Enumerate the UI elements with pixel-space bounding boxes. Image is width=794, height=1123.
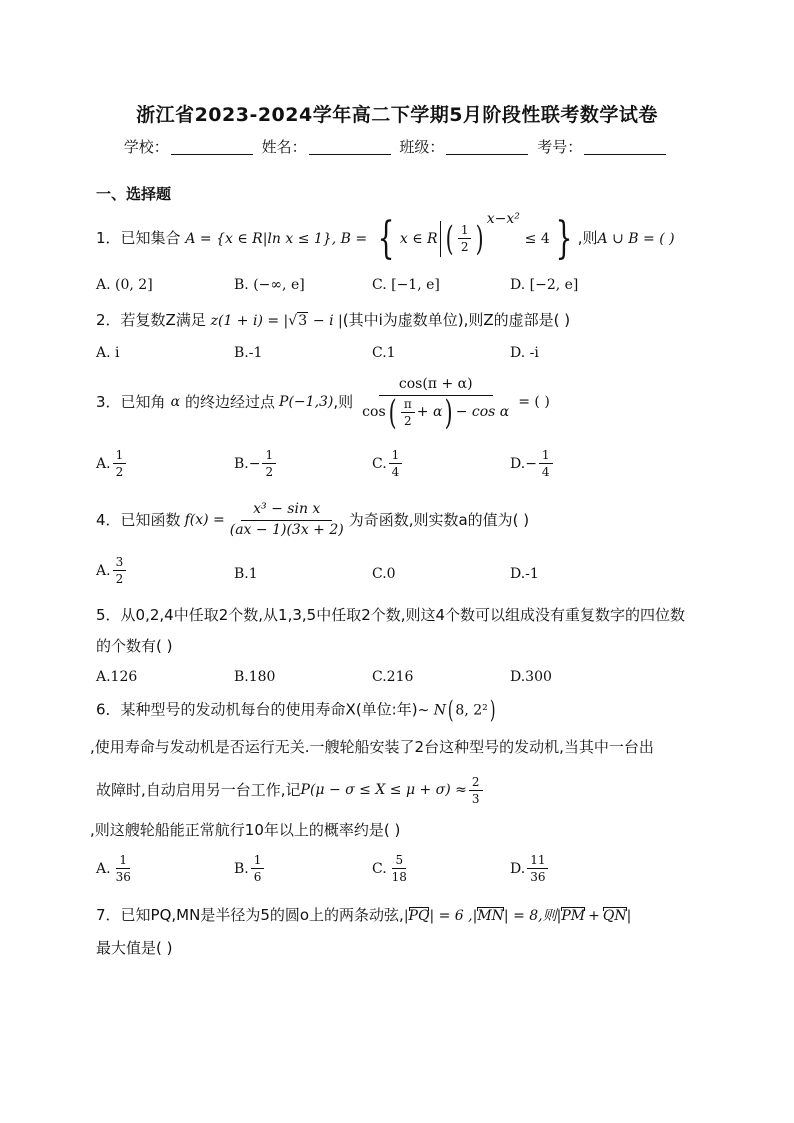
vector-pm: PM: [561, 908, 586, 924]
left-paren: (: [388, 392, 397, 433]
option-label: A.: [96, 562, 111, 579]
question-expression: A ∪ B = ( ): [597, 231, 675, 247]
option-fraction: [262, 448, 276, 479]
q6-option-c[interactable]: [372, 853, 412, 884]
fraction-denominator: 2: [115, 572, 124, 586]
option-fraction: [389, 853, 410, 884]
question-number: 5．: [96, 606, 121, 624]
q6-option-d[interactable]: [510, 853, 550, 884]
q3-option-a[interactable]: [96, 448, 128, 479]
fraction-denominator: 18: [391, 870, 407, 884]
question-text: 从0,2,4中任取2个数,从1,3,5中任取2个数,则这4个数可以组成没有重复数字的四位数: [120, 606, 686, 624]
fraction-denominator: (ax − 1)(3x + 2): [229, 522, 344, 538]
function-name: f(x) =: [184, 512, 225, 528]
option-fraction: [251, 853, 265, 884]
name-blank[interactable]: [309, 138, 391, 155]
number-label: 考号：: [537, 138, 583, 156]
equals-blank: = ( ): [518, 394, 550, 410]
q6-option-b[interactable]: [234, 853, 266, 884]
question-6-line-2: ,使用寿命与发动机是否运行无关.一艘轮船安装了2台这种型号的发动机,当其中一台出: [90, 738, 654, 756]
option-fraction: [113, 853, 134, 884]
fraction-numerator: 5: [392, 853, 406, 869]
q1-option-a[interactable]: A. (0, 2]: [96, 277, 153, 293]
abs-bar: |: [403, 908, 409, 924]
set-b-prefix: , B =: [331, 231, 368, 247]
set-b-inequality: ≤ 4: [524, 231, 550, 247]
question-number: 4．: [96, 510, 121, 529]
option-fraction: [527, 853, 548, 884]
fraction-denominator: 6: [253, 870, 262, 884]
set-divider: [440, 221, 441, 257]
question-6-line-1: [96, 696, 497, 724]
question-number: 1．: [96, 229, 121, 247]
option-label: B.: [234, 860, 249, 877]
question-text: 已知PQ,MN是半径为5的圆o上的两条动弦,: [120, 906, 404, 924]
option-label: C.: [372, 860, 387, 877]
main-fraction: [359, 376, 512, 433]
question-1: [96, 211, 675, 264]
question-4: [96, 498, 529, 542]
left-paren: (: [445, 218, 454, 259]
page-title: 浙江省2023-2024学年高二下学期5月阶段性联考数学试卷: [136, 104, 658, 126]
option-label: B.: [234, 455, 249, 472]
left-brace: {: [377, 212, 395, 264]
probability-fraction: [469, 775, 483, 806]
option-label: C.: [372, 455, 387, 472]
q6-option-a[interactable]: [96, 853, 136, 884]
option-label: A.: [96, 860, 111, 877]
question-number: 2．: [96, 311, 121, 329]
class-blank[interactable]: [446, 138, 528, 155]
q1-option-d[interactable]: D. [−2, e]: [510, 277, 579, 293]
fraction-numerator: 1: [262, 448, 276, 464]
q2-option-a[interactable]: A. i: [96, 345, 120, 361]
school-label: 学校：: [123, 138, 169, 156]
right-brace: }: [555, 212, 573, 264]
right-paren: ): [445, 392, 454, 433]
pi-half-fraction: [401, 397, 415, 428]
q2-option-c[interactable]: C.1: [372, 345, 396, 361]
section-title: 一、选择题: [96, 185, 172, 203]
distribution: ∼ N: [417, 702, 447, 719]
question-6-line-3: [96, 772, 485, 808]
option-fraction: [113, 555, 127, 586]
main-denominator: [359, 392, 512, 433]
option-label: D.: [510, 455, 526, 472]
question-7-line-2: 最大值是( ): [96, 939, 173, 957]
question-number: 6．: [96, 700, 121, 719]
set-b-var: x ∈ R: [399, 231, 438, 247]
question-text-2: 的终边经过点: [185, 392, 276, 411]
right-paren: ): [489, 696, 496, 724]
equation-left: z(1 + i) = |: [210, 313, 289, 329]
question-text: 故障时,自动启用另一台工作,记: [96, 780, 301, 799]
option-sign: −: [525, 455, 537, 472]
question-text: 某种型号的发动机每台的使用寿命X(单位:年): [120, 700, 418, 719]
q4-option-c[interactable]: C.0: [372, 566, 396, 582]
fraction-denominator: 2: [265, 465, 274, 479]
number-blank[interactable]: [584, 138, 666, 155]
q5-option-b[interactable]: B.180: [234, 669, 276, 685]
vector-pq: PQ: [408, 908, 430, 924]
question-6-line-4: ,则这艘轮船能正常航行10年以上的概率约是( ): [90, 821, 401, 839]
question-number: 3．: [96, 392, 121, 411]
question-tail: ,则: [333, 392, 354, 411]
q5-option-d[interactable]: D.300: [510, 669, 552, 685]
class-label: 班级：: [399, 138, 445, 156]
exponent: x−x²: [486, 211, 520, 227]
fraction-numerator: 3: [113, 555, 127, 571]
fraction-denominator: 36: [530, 870, 546, 884]
fraction-numerator: 11: [527, 853, 548, 869]
plus-sign: +: [588, 908, 600, 924]
fraction-denominator: 3: [471, 791, 480, 806]
q4-option-a[interactable]: [96, 555, 128, 586]
fraction-numerator: 1: [389, 448, 403, 464]
fraction-denominator: 2: [115, 465, 124, 479]
school-blank[interactable]: [171, 138, 253, 155]
equation-right: − i |: [312, 313, 343, 329]
name-label: 姓名：: [261, 138, 307, 156]
option-label: A.: [96, 455, 111, 472]
sqrt-sign: √: [288, 313, 298, 329]
minus-cos-alpha: − cos α: [455, 404, 510, 420]
main-numerator: cos(π + α): [379, 376, 493, 396]
fraction-numerator: π: [401, 397, 415, 413]
fraction-denominator: 4: [391, 465, 400, 479]
question-7-line-1: [96, 908, 631, 923]
question-text: 已知函数: [120, 510, 181, 529]
q1-option-c[interactable]: C. [−1, e]: [372, 277, 440, 293]
fraction-numerator: 1: [116, 853, 130, 869]
set-a: A = {x ∈ R|ln x ≤ 1}: [185, 231, 332, 247]
half-fraction: [458, 223, 472, 254]
function-fraction: [227, 501, 347, 539]
fraction-numerator: 1: [113, 448, 127, 464]
q2-option-b[interactable]: B.-1: [234, 345, 263, 361]
question-text: 若复数Z满足: [120, 311, 206, 329]
q1-option-b[interactable]: B. (−∞, e]: [234, 277, 305, 293]
question-text: 已知角: [120, 392, 166, 411]
cos-word: cos: [362, 404, 386, 420]
right-paren: ): [476, 218, 485, 259]
distribution-args: 8, 2²: [455, 702, 488, 719]
fraction-denominator: 2: [460, 240, 469, 254]
abs-bar: |: [472, 908, 478, 924]
q3-option-b[interactable]: [234, 448, 278, 479]
q4-option-b[interactable]: B.1: [234, 566, 258, 582]
alpha-symbol: α: [170, 394, 181, 410]
q5-option-a[interactable]: A.126: [96, 669, 138, 685]
question-tail: ,则: [577, 229, 598, 247]
fraction-numerator: 2: [469, 775, 483, 791]
pq-value: | = 6 ,: [429, 908, 473, 924]
fraction-numerator: 1: [458, 223, 472, 239]
question-5-line-2: 的个数有( ): [96, 637, 173, 655]
abs-bar: |: [556, 908, 562, 924]
fraction-denominator: 36: [115, 870, 131, 884]
q3-option-c[interactable]: [372, 448, 404, 479]
question-tail: 为奇函数,则实数a的值为( ): [348, 510, 530, 529]
sqrt-value: 3: [298, 313, 308, 329]
q3-option-d[interactable]: [510, 448, 555, 479]
vector-qn: QN: [602, 908, 627, 924]
question-3: [96, 372, 550, 432]
point: P(−1,3): [279, 394, 334, 410]
student-info-line: [0, 136, 794, 157]
q2-option-d[interactable]: D. -i: [510, 345, 539, 361]
mn-value: | = 8,则: [503, 908, 557, 924]
fraction-denominator: 4: [541, 465, 550, 479]
fraction-numerator: 1: [539, 448, 553, 464]
option-sign: −: [248, 455, 261, 472]
abs-bar: |: [626, 908, 632, 924]
q4-option-d[interactable]: D.-1: [510, 566, 539, 582]
question-5-line-1: [96, 608, 685, 623]
option-fraction: [113, 448, 127, 479]
question-number: 7．: [96, 906, 121, 924]
option-label: D.: [510, 860, 526, 877]
question-tail: (其中i为虚数单位),则Z的虚部是( ): [342, 311, 571, 329]
q5-option-c[interactable]: C.216: [372, 669, 414, 685]
option-fraction: [389, 448, 403, 479]
fraction-denominator: 2: [404, 414, 412, 428]
vector-mn: MN: [477, 908, 504, 924]
question-2: [96, 313, 570, 328]
question-text: 已知集合: [120, 229, 181, 247]
option-fraction: [539, 448, 553, 479]
fraction-numerator: x³ − sin x: [241, 501, 332, 521]
plus-alpha: + α: [416, 404, 443, 420]
fraction-numerator: 1: [251, 853, 265, 869]
probability-expression: P(μ − σ ≤ X ≤ μ + σ) ≈: [300, 782, 467, 798]
left-paren: (: [447, 696, 454, 724]
